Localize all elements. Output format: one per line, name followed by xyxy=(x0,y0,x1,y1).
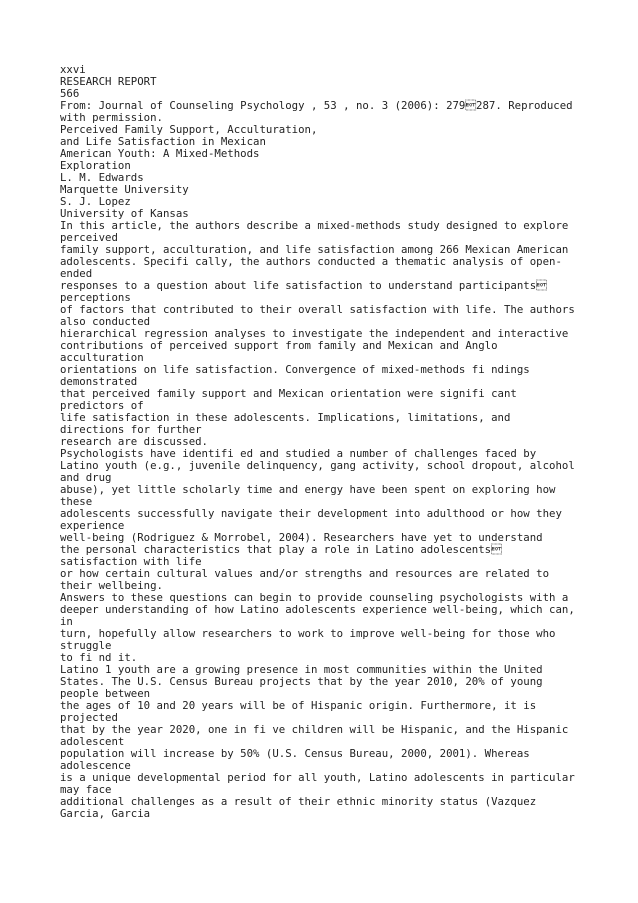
text-line: responses to a question about life satisfaction to understand participants xyxy=(60,279,547,292)
text-line: Exploration xyxy=(60,159,131,172)
text-line: Marquette University xyxy=(60,183,189,196)
text-line: From: Journal of Counseling Psychology , 53 , no. 3 (2006): 279287. Reproduced xyxy=(60,99,573,112)
text-line: American Youth: A Mixed-Methods xyxy=(60,147,260,160)
text-line: perceived xyxy=(60,231,118,244)
text-line: population will increase by 50% (U.S. Census Bureau, 2000, 2001). Whereas xyxy=(60,747,530,760)
document-page xyxy=(60,64,580,820)
text-line: hierarchical regression analyses to investigate the independent and interactive xyxy=(60,327,569,340)
text-line: Psychologists have identifi ed and studied a number of challenges faced by xyxy=(60,447,537,460)
text-line: is a unique developmental period for all youth, Latino adolescents in particular xyxy=(60,771,575,784)
text-line: satisfaction with life xyxy=(60,555,202,568)
text-line: research are discussed. xyxy=(60,435,208,448)
text-line: experience xyxy=(60,519,125,532)
text-line: xxvi xyxy=(60,63,86,76)
text-line: contributions of perceived support from family and Mexican and Anglo xyxy=(60,339,498,352)
text-line: S. J. Lopez xyxy=(60,195,131,208)
text-line: adolescence xyxy=(60,759,131,772)
text-line: these xyxy=(60,495,93,508)
text-line: Latino 1 youth are a growing presence in most communities within the United xyxy=(60,663,543,676)
text-line: may face xyxy=(60,783,112,796)
text-line: acculturation xyxy=(60,351,144,364)
text-line: that by the year 2020, one in fi ve children will be Hispanic, and the Hispanic xyxy=(60,723,569,736)
text-line: adolescents. Specifi cally, the authors conducted a thematic analysis of open- xyxy=(60,255,562,268)
text-line: and Life Satisfaction in Mexican xyxy=(60,135,266,148)
text-line: ended xyxy=(60,267,93,280)
text-line: projected xyxy=(60,711,118,724)
text-line: to fi nd it. xyxy=(60,651,138,664)
text-line: 566 xyxy=(60,87,80,100)
text-line: that perceived family support and Mexican orientation were signifi cant xyxy=(60,387,517,400)
text-line: family support, acculturation, and life satisfaction among 266 Mexican American xyxy=(60,243,569,256)
text-line: abuse), yet little scholarly time and energy have been spent on exploring how xyxy=(60,483,556,496)
text-line: in xyxy=(60,615,73,628)
text-line: the personal characteristics that play a role in Latino adolescents xyxy=(60,543,502,556)
text-line: predictors of xyxy=(60,399,144,412)
text-line: RESEARCH REPORT xyxy=(60,75,157,88)
text-line: Perceived Family Support, Acculturation, xyxy=(60,123,318,136)
text-line: States. The U.S. Census Bureau projects that by the year 2010, 20% of young xyxy=(60,675,543,688)
text-line: deeper understanding of how Latino adolescents experience well-being, which can, xyxy=(60,603,575,616)
text-line: or how certain cultural values and/or strengths and resources are related to xyxy=(60,567,550,580)
text-line: struggle xyxy=(60,639,112,652)
text-line: their wellbeing. xyxy=(60,579,163,592)
text-line: Answers to these questions can begin to provide counseling psychologists with a xyxy=(60,591,569,604)
text-line: turn, hopefully allow researchers to work to improve well-being for those who xyxy=(60,627,556,640)
text-line: of factors that contributed to their overall satisfaction with life. The authors xyxy=(60,303,575,316)
text-line: directions for further xyxy=(60,423,202,436)
text-line: orientations on life satisfaction. Convergence of mixed-methods fi ndings xyxy=(60,363,530,376)
text-line: life satisfaction in these adolescents. Implications, limitations, and xyxy=(60,411,511,424)
text-line: with permission. xyxy=(60,111,163,124)
text-line: perceptions xyxy=(60,291,131,304)
text-line: Garcia, Garcia xyxy=(60,807,151,820)
text-line: L. M. Edwards xyxy=(60,171,144,184)
text-line: Latino youth (e.g., juvenile delinquency, gang activity, school dropout, alcohol xyxy=(60,459,575,472)
text-line: adolescents successfully navigate their development into adulthood or how they xyxy=(60,507,562,520)
text-line: additional challenges as a result of their ethnic minority status (Vazquez xyxy=(60,795,537,808)
text-line: and drug xyxy=(60,471,112,484)
text-line: the ages of 10 and 20 years will be of Hispanic origin. Furthermore, it is xyxy=(60,699,537,712)
text-line: In this article, the authors describe a mixed-methods study designed to explore xyxy=(60,219,569,232)
text-line: also conducted xyxy=(60,315,151,328)
text-line: University of Kansas xyxy=(60,207,189,220)
text-line: adolescent xyxy=(60,735,125,748)
text-line: people between xyxy=(60,687,151,700)
text-line: demonstrated xyxy=(60,375,138,388)
text-line: well-being (Rodriguez & Morrobel, 2004). Researchers have yet to understand xyxy=(60,531,543,544)
